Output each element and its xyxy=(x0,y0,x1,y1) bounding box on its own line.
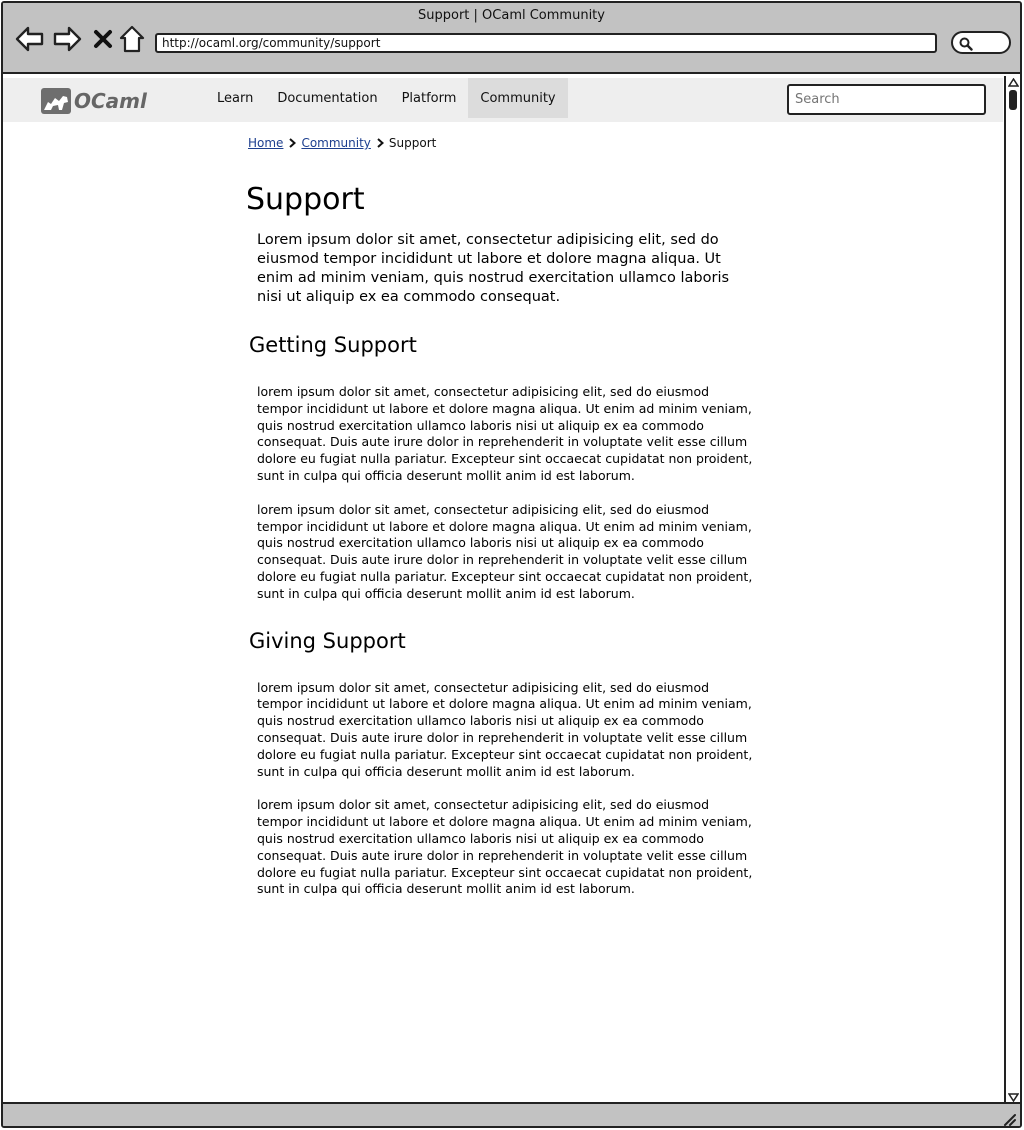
site-header xyxy=(3,78,1003,122)
menu-item-community[interactable]: Community xyxy=(468,78,567,118)
section-heading-giving-support: Giving Support xyxy=(249,628,406,653)
page-title: Support xyxy=(246,182,365,217)
main-menu xyxy=(205,78,568,122)
menu-item-documentation[interactable]: Documentation xyxy=(277,90,378,106)
breadcrumb xyxy=(248,136,763,150)
close-icon xyxy=(93,29,113,49)
logo-text: OCaml xyxy=(74,89,147,113)
scroll-up-arrow-icon[interactable] xyxy=(1008,78,1019,87)
back-button[interactable] xyxy=(15,25,45,53)
home-button[interactable] xyxy=(117,25,147,53)
browser-chrome xyxy=(3,3,1020,74)
main-content xyxy=(243,136,763,898)
menu-item-learn[interactable]: Learn xyxy=(217,90,254,106)
page-viewport xyxy=(3,76,1003,1104)
status-bar xyxy=(3,1102,1020,1128)
scrollbar-thumb[interactable] xyxy=(1009,90,1017,110)
stop-button[interactable] xyxy=(88,25,118,53)
section-paragraph: lorem ipsum dolor sit amet, consectetur adipisicing elit, sed do eiusmod tempor incididunt ut labore et dolore magna aliqua. Ut enim ad minim veniam, quis nostrud exercitation ullamco laboris nisi ut aliquip ex ea commodo consequat. Duis aute irure dolor in reprehenderit in voluptate velit esse cillum dolore eu fugiat nulla pariatur. Excepteur sint occaecat cupidatat non proident, sunt in culpa qui officia deserunt mollit anim id est laborum. xyxy=(257,501,753,601)
camel-logo-icon xyxy=(41,88,71,114)
window-title: Support | OCaml Community xyxy=(418,8,605,23)
vertical-scrollbar[interactable] xyxy=(1004,76,1021,1104)
breadcrumb-current: Support xyxy=(388,136,437,150)
arrow-right-icon xyxy=(52,26,82,52)
section-paragraph: lorem ipsum dolor sit amet, consectetur adipisicing elit, sed do eiusmod tempor incididunt ut labore et dolore magna aliqua. Ut enim ad minim veniam, quis nostrud exercitation ullamco laboris nisi ut aliquip ex ea commodo consequat. Duis aute irure dolor in reprehenderit in voluptate velit esse cillum dolore eu fugiat nulla pariatur. Excepteur sint occaecat cupidatat non proident, sunt in culpa qui officia deserunt mollit anim id est laborum. xyxy=(257,797,753,897)
search-icon xyxy=(959,37,973,51)
section-paragraph: lorem ipsum dolor sit amet, consectetur adipisicing elit, sed do eiusmod tempor incididunt ut labore et dolore magna aliqua. Ut enim ad minim veniam, quis nostrud exercitation ullamco laboris nisi ut aliquip ex ea commodo consequat. Duis aute irure dolor in reprehenderit in voluptate velit esse cillum dolore eu fugiat nulla pariatur. Excepteur sint occaecat cupidatat non proident, sunt in culpa qui officia deserunt mollit anim id est laborum. xyxy=(257,384,753,483)
arrow-left-icon xyxy=(15,26,45,52)
breadcrumb-community-link[interactable]: Community xyxy=(301,136,371,150)
section-paragraph: lorem ipsum dolor sit amet, consectetur adipisicing elit, sed do eiusmod tempor incididunt ut labore et dolore magna aliqua. Ut enim ad minim veniam, quis nostrud exercitation ullamco laboris nisi ut aliquip ex ea commodo consequat. Duis aute irure dolor in reprehenderit in voluptate velit esse cillum dolore eu fugiat nulla pariatur. Excepteur sint occaecat cupidatat non proident, sunt in culpa qui officia deserunt mollit anim id est laborum. xyxy=(257,679,753,779)
resize-grip-icon[interactable] xyxy=(1002,1112,1016,1126)
url-input[interactable]: http://ocaml.org/community/support xyxy=(155,33,937,53)
forward-button[interactable] xyxy=(52,25,82,53)
lead-paragraph: Lorem ipsum dolor sit amet, consectetur adipisicing elit, sed do eiusmod tempor incididunt ut labore et dolore magna aliqua. Ut enim ad minim veniam, quis nostrud exercitation ullamco laboris nisi ut aliquip ex ea commodo consequat. xyxy=(257,232,730,305)
scroll-down-arrow-icon[interactable] xyxy=(1008,1093,1019,1102)
chevron-right-icon xyxy=(377,138,384,148)
site-search-input[interactable] xyxy=(787,84,986,115)
section-heading-getting-support: Getting Support xyxy=(249,333,417,357)
home-icon xyxy=(119,25,145,53)
browser-search-button[interactable] xyxy=(951,31,1011,54)
breadcrumb-home-link[interactable]: Home xyxy=(248,136,284,150)
menu-item-platform[interactable]: Platform xyxy=(401,90,457,106)
browser-window xyxy=(1,1,1022,1128)
chevron-right-icon xyxy=(289,138,296,148)
site-logo[interactable] xyxy=(41,88,147,114)
